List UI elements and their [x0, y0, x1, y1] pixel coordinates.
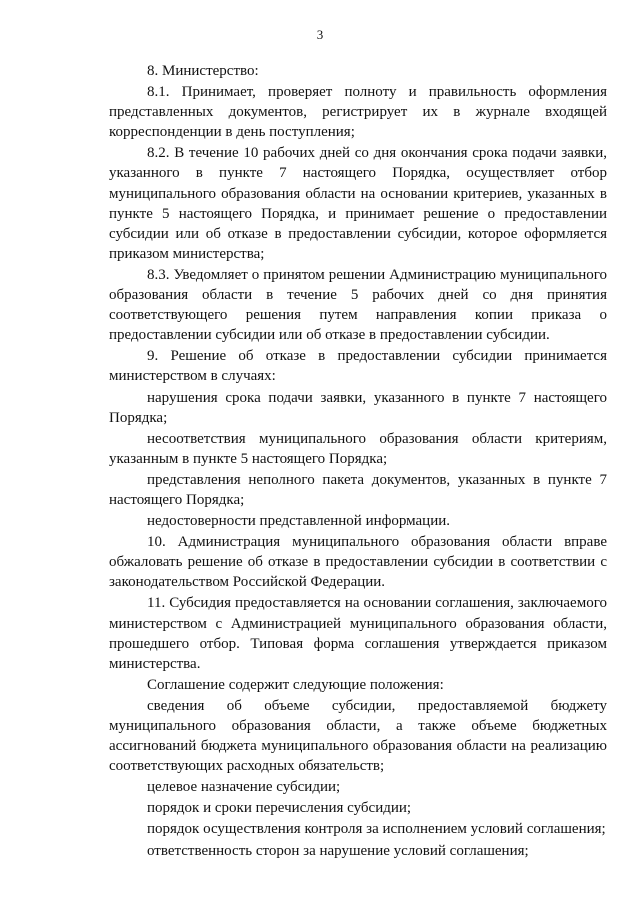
agreement-item-transfer: порядок и сроки перечисления субсидии;	[147, 800, 412, 817]
clause-9-case-incomplete: представления неполного пакета документов, указанных в пункте 7 настоящего Порядка;	[109, 471, 607, 508]
agreement-item-purpose: целевое назначение субсидии;	[147, 779, 341, 796]
page-number: 3	[316, 27, 324, 42]
clause-9-case-deadline: нарушения срока подачи заявки, указанного в пункте 7 настоящего Порядка;	[109, 389, 607, 426]
clause-9-case-criteria: несоответствия муниципального образования области критериям, указанным в пункте 5 настоящего Порядка;	[109, 430, 607, 467]
agreement-item-liability: ответственность сторон за нарушение условий соглашения;	[147, 842, 529, 859]
clause-11: 11. Субсидия предоставляется на основании соглашения, заключаемого министерством с Администрацией муниципального образования области, прошедшего отбор. Типовая форма соглашения утверждается приказом министерства.	[109, 595, 607, 672]
agreement-intro: Соглашение содержит следующие положения:	[147, 676, 444, 693]
clause-10: 10. Администрация муниципального образования области вправе обжаловать решение об отказе в предоставлении субсидии в соответствии с законодательством Российской Федерации.	[109, 534, 607, 591]
clause-9: 9. Решение об отказе в предоставлении субсидии принимается министерством в случаях:	[109, 348, 607, 385]
clause-9-case-false-info: недостоверности представленной информации.	[147, 513, 451, 530]
clause-8-1: 8.1. Принимает, проверяет полноту и правильность оформления представленных документов, регистрирует их в журнале входящей корреспонденции в день поступления;	[109, 84, 607, 141]
agreement-item-volume: сведения об объеме субсидии, предоставляемой бюджету муниципального образования области, а также объеме бюджетных ассигнований бюджета муниципального образования области на реализацию соответствующих расходных обязательств;	[109, 697, 607, 775]
document-body	[109, 61, 607, 861]
agreement-item-control: порядок осуществления контроля за исполнением условий соглашения;	[147, 821, 606, 838]
clause-8-2: 8.2. В течение 10 рабочих дней со дня окончания срока подачи заявки, указанного в пункте 7 настоящего Порядка, осуществляет отбор муниципального образования области на основании критериев, указанных в пункте 5 настоящего Порядка, и принимает решение о предоставлении субсидии или об отказе в предоставлении субсидии, которое оформляется приказом министерства;	[109, 145, 607, 262]
clause-8-heading: 8. Министерство:	[147, 63, 259, 79]
clause-8-3: 8.3. Уведомляет о принятом решении Администрацию муниципального образования области в течение 5 рабочих дней со дня принятия соответствующего решения путем направления копии приказа о предоставлении субсидии или об отказе в предоставлении субсидии.	[109, 266, 607, 344]
